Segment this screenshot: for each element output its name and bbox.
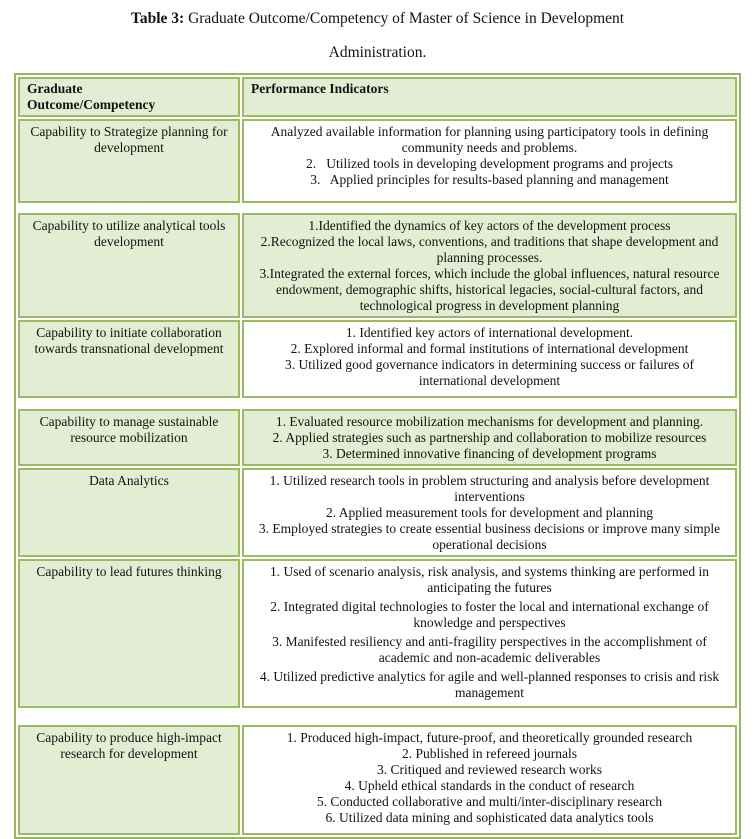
competency-cell xyxy=(18,725,240,835)
table-row xyxy=(18,119,737,203)
indicators-cell xyxy=(242,409,737,466)
table-caption xyxy=(0,9,755,28)
indicators-cell xyxy=(242,468,737,557)
indicator-item: 4. Upheld ethical standards in the conduct of research xyxy=(344,778,635,793)
table-caption-line2: Administration. xyxy=(328,44,427,61)
competency-cell xyxy=(18,119,240,203)
indicator-item: 3. Employed strategies to create essential business decisions or improve many simple operational decisions xyxy=(258,521,721,552)
indicator-item: 3. Utilized good governance indicators in determining success or failures of international development xyxy=(284,357,694,388)
indicator-item: 3. Manifested resiliency and anti-fragility perspectives in the accomplishment of academic and non-academic deliverables xyxy=(272,634,707,665)
indicators-cell xyxy=(242,320,737,398)
competency-label: Capability to initiate collaboration towards transnational development xyxy=(34,325,224,356)
indicator-item: 1. Produced high-impact, future-proof, and theoretically grounded research xyxy=(286,730,693,745)
indicator-item: 3. Determined innovative financing of development programs xyxy=(322,446,657,461)
indicator-item: 2. Integrated digital technologies to foster the local and international exchange of knowledge and perspectives xyxy=(270,599,709,630)
indicator-item: 2. Explored informal and formal institutions of international development xyxy=(290,341,689,356)
competency-cell xyxy=(18,320,240,398)
indicator-item: 6. Utilized data mining and sophisticated data analytics tools xyxy=(325,810,654,825)
indicators-cell xyxy=(242,119,737,203)
indicators-cell xyxy=(242,213,737,318)
table-row xyxy=(18,725,737,835)
table-caption-label: Table 3: xyxy=(130,10,185,27)
indicator-item: 5. Conducted collaborative and multi/inter-disciplinary research xyxy=(316,794,663,809)
indicator-item: 1. Evaluated resource mobilization mechanisms for development and planning. xyxy=(275,414,704,429)
indicator-item: 3. Applied principles for results-based planning and management xyxy=(310,172,669,187)
header-indicators-cell xyxy=(242,77,737,117)
indicator-item: 2. Applied measurement tools for development and planning xyxy=(326,505,653,520)
competency-cell xyxy=(18,409,240,466)
competency-label: Data Analytics xyxy=(89,473,169,488)
indicator-item: 2. Published in refereed journals xyxy=(401,746,578,761)
indicator-item: 3. Critiqued and reviewed research works xyxy=(377,762,602,777)
competency-label: Capability to manage sustainable resource mobilization xyxy=(39,414,219,445)
indicator-item: 3.Integrated the external forces, which include the global influences, natural resource endowment, demographic shifts, historical legacies, social-cultural factors, and technological progress in development planning xyxy=(259,266,720,313)
header-competency-cell xyxy=(18,77,240,117)
competency-cell xyxy=(18,468,240,557)
competency-cell xyxy=(18,213,240,318)
indicator-item: 2.Recognized the local laws, conventions, and traditions that shape development and planning processes. xyxy=(260,234,719,265)
header-competency-label: Graduate Outcome/Competency xyxy=(27,81,156,112)
indicator-item: 1. Used of scenario analysis, risk analysis, and systems thinking are performed in anticipating the futures xyxy=(269,564,710,595)
table-row xyxy=(18,213,737,318)
competency-label: Capability to produce high-impact research for development xyxy=(36,730,222,761)
table-caption-text: Graduate Outcome/Competency of Master of Science in Development xyxy=(184,10,625,27)
header-indicators-label: Performance Indicators xyxy=(251,81,389,96)
competency-label: Capability to utilize analytical tools development xyxy=(32,218,226,249)
indicator-item: 1.Identified the dynamics of key actors of the development process xyxy=(308,218,671,233)
competency-label: Capability to Strategize planning for development xyxy=(30,124,228,155)
indicator-item: Analyzed available information for planning using participatory tools in defining community needs and problems. xyxy=(270,124,709,155)
indicators-cell xyxy=(242,725,737,835)
indicator-item: 4. Utilized predictive analytics for agile and well-planned responses to crisis and risk management xyxy=(259,669,720,700)
indicators-cell xyxy=(242,559,737,708)
outcomes-table xyxy=(14,73,741,839)
table-header-row xyxy=(18,77,737,117)
table-row xyxy=(18,468,737,557)
indicator-item: 1. Identified key actors of international development. xyxy=(345,325,634,340)
competency-cell xyxy=(18,559,240,708)
indicator-item: 1. Utilized research tools in problem structuring and analysis before development interventions xyxy=(269,473,710,504)
indicator-item: 2. Utilized tools in developing development programs and projects xyxy=(305,156,674,171)
competency-label: Capability to lead futures thinking xyxy=(36,564,222,579)
table-row xyxy=(18,320,737,398)
indicator-item: 2. Applied strategies such as partnership and collaboration to mobilize resources xyxy=(272,430,707,445)
table-row xyxy=(18,559,737,708)
table-row xyxy=(18,409,737,466)
